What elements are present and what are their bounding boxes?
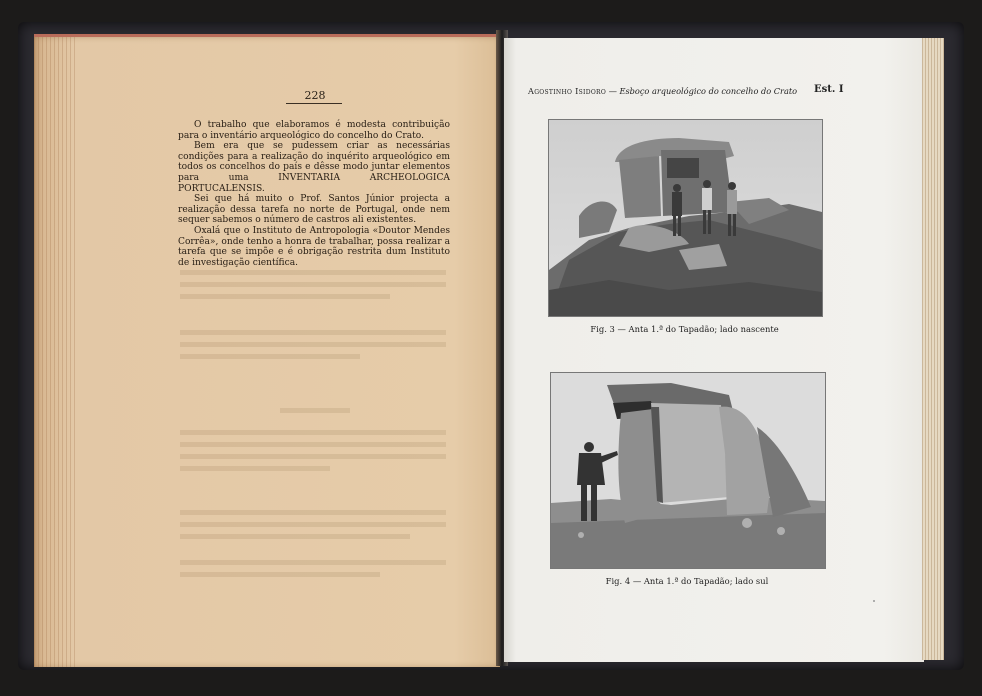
paragraph-2: Bem era que se pudessem criar as necessárias condições para a realização do inquérito arqueológico em todos os concelhos do país e dêsse modo juntar elementos para uma INVENTARIA ARCHEOLOGICA PORTUCALENSIS.	[178, 141, 450, 194]
figure-3-photo	[548, 119, 823, 317]
figure-4-caption: Fig. 4 — Anta 1.ª do Tapadão; lado sul	[605, 576, 769, 586]
header-author: Agostinho Isidoro	[528, 86, 607, 96]
page-number-rule	[286, 103, 342, 104]
header-title: Esboço arqueológico do concelho do Crato	[619, 86, 798, 96]
figure-3-caption: Fig. 3 — Anta 1.ª do Tapadão; lado nascente	[590, 324, 779, 334]
page-edges-right	[922, 38, 944, 660]
paper-speck	[873, 600, 875, 602]
paragraph-1: O trabalho que elaboramos é modesta contribuição para o inventário arqueológico do concelho do Crato.	[178, 120, 450, 141]
paragraph-3: Sei que há muito o Prof. Santos Júnior projecta a realização dessa tarefa no norte de Portugal, onde nem sequer sabemos o número de castros ali existentes.	[178, 194, 450, 226]
running-header	[528, 86, 850, 96]
header-separator: —	[606, 86, 620, 96]
paragraph-4: Oxalá que o Instituto de Antropologia «Doutor Mendes Corrêa», onde tenho a honra de trabalhar, possa realizar a tarefa que se impõe e é obrigação restrita dum Instituto de investigação científica.	[178, 225, 450, 268]
page-edges-left	[34, 37, 76, 667]
left-page-text	[178, 120, 450, 268]
plate-label: Est. I	[814, 84, 844, 95]
page-number: 228	[304, 89, 326, 102]
figure-4-photo	[550, 372, 826, 569]
